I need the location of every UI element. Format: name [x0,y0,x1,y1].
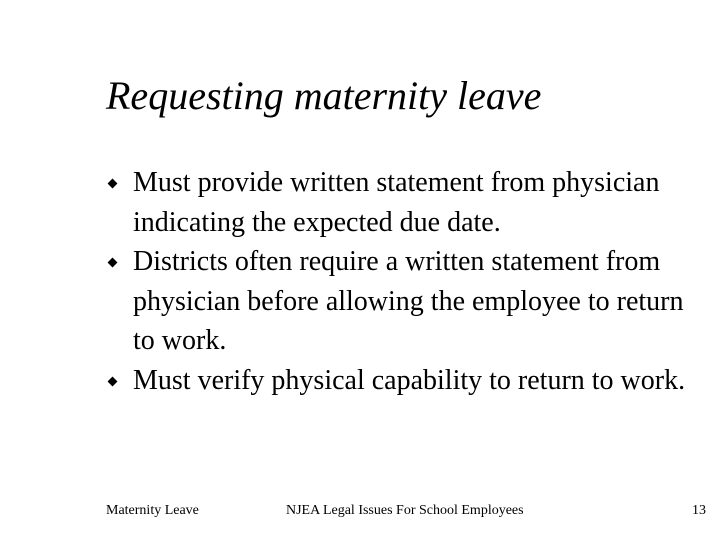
diamond-bullet-icon [108,179,118,189]
bullet-text: Must provide written statement from physician indicating the expected due date. [133,167,660,238]
page-number: 13 [692,503,706,518]
diamond-bullet-icon [108,376,118,386]
slide-title: Requesting maternity leave [106,73,542,118]
bullet-item [108,361,698,401]
footer-left-text: Maternity Leave [106,503,199,518]
bullet-text: Districts often require a written statement from physician before allowing the employee to return to work. [133,246,684,356]
bullet-item [108,242,698,361]
diamond-bullet-icon [108,258,118,268]
footer-center-text: NJEA Legal Issues For School Employees [286,503,524,518]
bullet-list [108,163,698,400]
bullet-item [108,163,698,242]
bullet-text: Must verify physical capability to return to work. [133,364,686,396]
